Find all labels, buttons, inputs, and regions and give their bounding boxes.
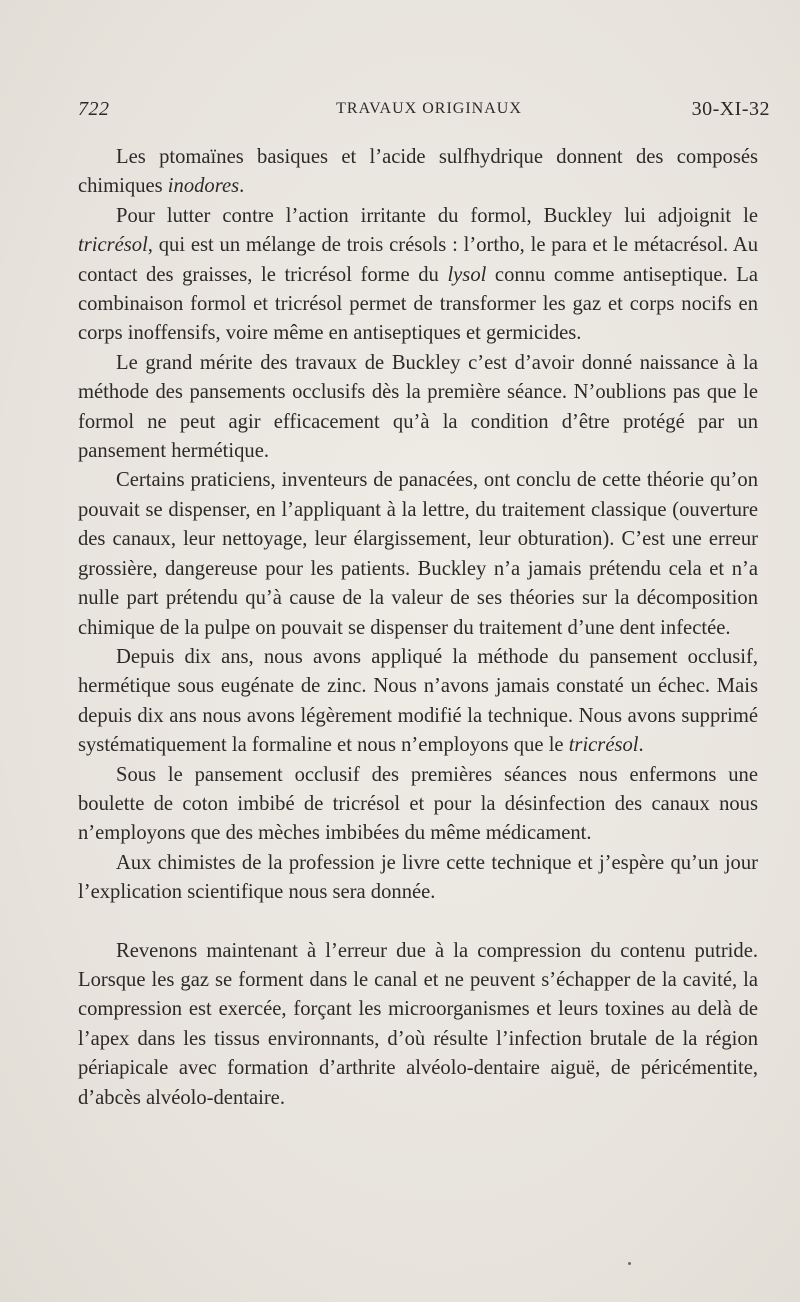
paragraph-3: Le grand mérite des travaux de Buckley c’est d’avoir donné naissance à la méthode des pansements occlusifs dès la première séance. N’oublions pas que le formol ne peut agir efficacement qu’à la condition d’être protégé par un pansement hermétique. [78, 351, 758, 463]
paragraph-5: Depuis dix ans, nous avons appliqué la méthode du pansement occlusif, hermétique sous eugénate de zinc. Nous n’avons jamais constaté un échec. Mais depuis dix ans nous avons légèrement modifié la technique. Nous avons supprimé systématiquement la formaline et nous n’employons que le tricrésol. [78, 645, 758, 757]
running-title: TRAVAUX ORIGINAUX [336, 100, 522, 117]
paper-speck [628, 1262, 631, 1265]
page-number: 722 [78, 98, 110, 120]
italic-term: tricrésol [568, 734, 639, 757]
paragraph-1: Les ptomaïnes basiques et l’acide sulfhydrique donnent des composés chimiques inodores. [78, 146, 758, 198]
page-header [78, 98, 770, 126]
italic-term: lysol [447, 263, 487, 286]
paragraph-4: Certains praticiens, inventeurs de panacées, ont conclu de cette théorie qu’on pouvait se dispenser, en l’appliquant à la lettre, du traitement classique (ouverture des canaux, leur nettoyage, leur élargissement, leur obturation). C’est une erreur grossière, dangereuse pour les patients. Buckley n’a jamais prétendu cela et n’a nulle part prétendu qu’à cause de la valeur de ses théories sur la décomposition chimique de la pulpe on pouvait se dispenser du traitement d’une dent infectée. [78, 469, 758, 639]
article-body [78, 143, 758, 1113]
paragraph-2: Pour lutter contre l’action irritante du formol, Buckley lui adjoignit le tricrésol, qui est un mélange de trois crésols : l’ortho, le para et le métacrésol. Au contact des graisses, le tricrésol forme du lysol connu comme antiseptique. La combinaison formol et tricrésol permet de transformer les gaz et corps nocifs en corps inoffensifs, voire même en antiseptiques et germicides. [78, 204, 758, 345]
italic-term: tricrésol [78, 234, 148, 257]
paragraph-6: Sous le pansement occlusif des premières séances nous enfermons une boulette de coton imbibé de tricrésol et pour la désinfection des canaux nous n’employons que des mèches imbibées du même médicament. [78, 763, 758, 845]
italic-term: inodores [167, 175, 240, 198]
issue-date: 30-XI-32 [691, 98, 770, 120]
paragraph-8: Revenons maintenant à l’erreur due à la compression du contenu putride. Lorsque les gaz se forment dans le canal et ne peuvent s’échapper de la cavité, la compression est exercée, forçant les microorganismes et leurs toxines au delà de l’apex dans les tissus environnants, d’où résulte l’infection brutale de la région périapicale avec formation d’arthrite alvéolo-dentaire aiguë, de péricémentite, d’abcès alvéolo-dentaire. [78, 939, 758, 1109]
paragraph-7: Aux chimistes de la profession je livre cette technique et j’espère qu’un jour l’explication scientifique nous sera donnée. [78, 851, 758, 904]
